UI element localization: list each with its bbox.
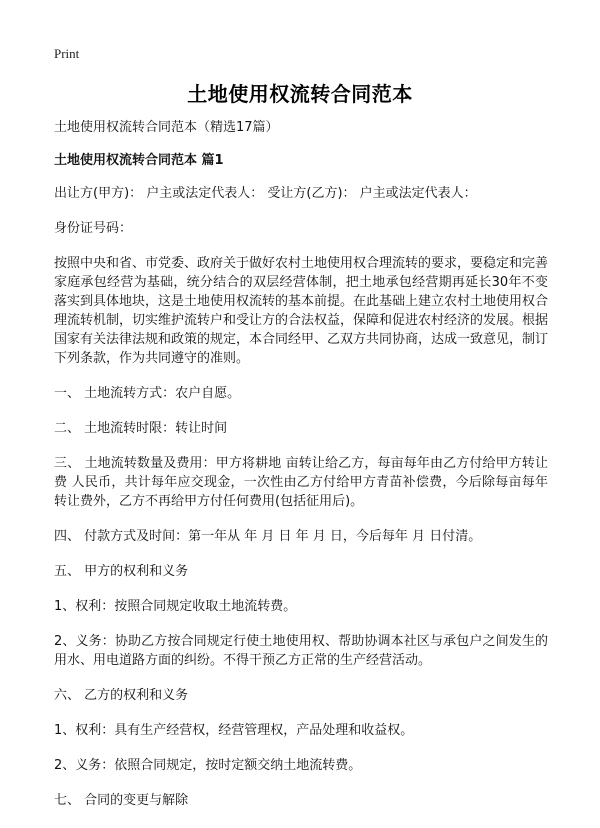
- section-heading: 土地使用权流转合同范本 篇1: [54, 153, 224, 168]
- clause-5-heading: 五、 甲方的权利和义务: [54, 564, 189, 579]
- clause-7-heading: 七、 合同的变更与解除: [54, 793, 189, 808]
- clause-6-heading: 六、 乙方的权利和义务: [54, 688, 189, 703]
- document-body: [54, 118, 548, 826]
- clause-5-rights: 1、权利：按照合同规定收取土地流转费。: [54, 599, 297, 614]
- print-link[interactable]: Print: [54, 46, 80, 61]
- clause-2-transfer-period: 二、 土地流转时限：转让时间: [54, 421, 228, 436]
- clause-6-obligations: 2、义务：依照合同规定，按时定额交纳土地流转费。: [54, 758, 362, 773]
- clause-3-quantity-fees: 三、 土地流转数量及费用：甲方将耕地 亩转让给乙方，每亩每年由乙方付给甲方转让费 人民币，共计每年应交现金，一次性由乙方付给甲方青苗补偿费，今后除每亩每年转让费外，乙方不再给甲方付任何费用(包括征用后)。: [54, 456, 548, 509]
- clause-1-transfer-method: 一、 土地流转方式：农户自愿。: [54, 386, 241, 401]
- clause-6-rights: 1、权利：具有生产经营权，经营管理权，产品处理和收益权。: [54, 723, 414, 738]
- document-subtitle: 土地使用权流转合同范本（精选17篇）: [54, 120, 279, 135]
- id-number-line: 身份证号码：: [54, 221, 133, 236]
- page-title: 土地使用权流转合同范本: [187, 82, 413, 106]
- parties-line: 出让方(甲方)： 户主或法定代表人： 受让方(乙方)： 户主或法定代表人：: [54, 186, 477, 201]
- clause-4-payment: 四、 付款方式及时间：第一年从 年 月 日 年 月 日，今后每年 月 日付清。: [54, 529, 482, 544]
- preamble-paragraph: 按照中央和省、市党委、政府关于做好农村土地使用权合理流转的要求，要稳定和完善家庭承包经营为基础，统分结合的双层经营体制，把土地承包经营期再延长30年不变落实到具体地块，这是土地使用权流转的基本前提。在此基础上建立农村土地使用权合理流转机制，切实维护流转户和受让方的合法权益，保障和促进农村经济的发展。根据国家有关法律法规和政策的规定，本合同经甲、乙双方共同协商，达成一致意见，制订下列条款，作为共同遵守的准则。: [54, 256, 549, 366]
- clause-5-obligations: 2、义务：协助乙方按合同规定行使土地使用权、帮助协调本社区与承包户之间发生的用水、用电道路方面的纠纷。不得干预乙方正常的生产经营活动。: [54, 634, 548, 668]
